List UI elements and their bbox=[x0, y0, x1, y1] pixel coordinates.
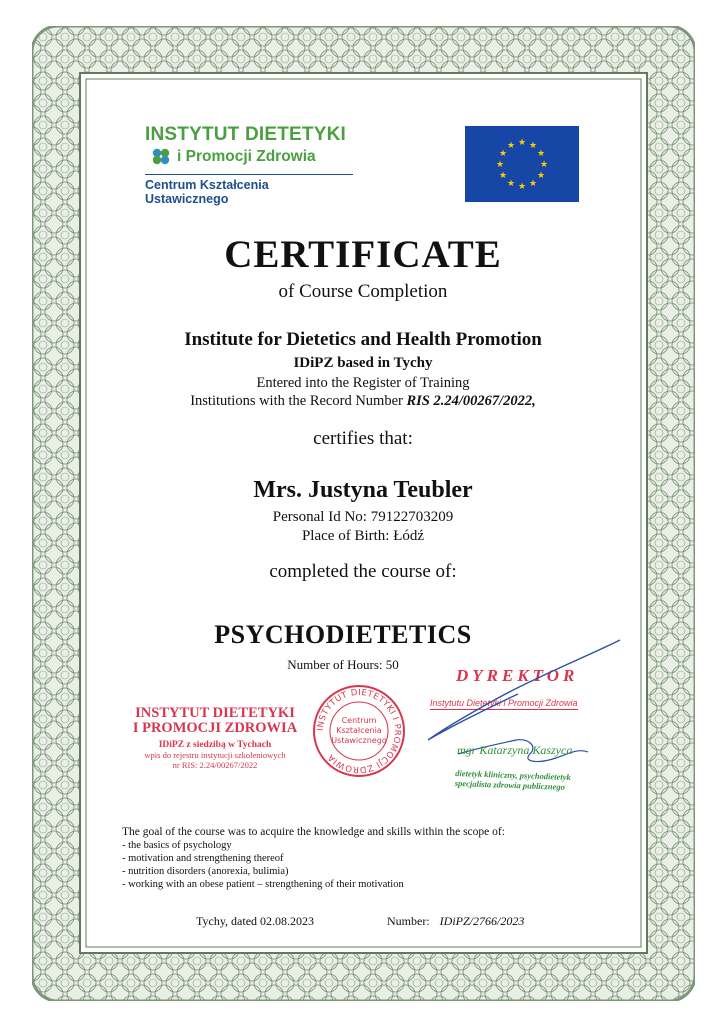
stamp-line-4: wpis do rejestru instytucji szkoleniowych bbox=[144, 750, 286, 760]
stamp-line-5: nr RIS: 2.24/00267/2022 bbox=[172, 760, 258, 770]
director-institute: Instytutu Dietetyki i Promocji Zdrowia bbox=[430, 698, 578, 708]
list-item: - motivation and strengthening thereof bbox=[122, 852, 602, 865]
eu-flag bbox=[465, 126, 579, 202]
logo-line-1: INSTYTUT DIETETYKI bbox=[145, 124, 346, 145]
certifies-text: certifies that: bbox=[313, 428, 413, 449]
round-seal bbox=[311, 683, 407, 779]
clover-icon bbox=[151, 148, 171, 166]
institution-register bbox=[90, 374, 636, 410]
course-hours: Number of Hours: 50 bbox=[287, 657, 399, 672]
institute-stamp bbox=[124, 706, 306, 770]
logo-line-2-text: i Promocji Zdrowia bbox=[177, 148, 316, 165]
completed-text: completed the course of: bbox=[269, 561, 457, 582]
director-name: mgr Katarzyna Kaszyca bbox=[457, 743, 573, 757]
signature-scribble bbox=[418, 636, 628, 786]
stamp-line-3: IDiPZ z siedzibą w Tychach bbox=[158, 740, 272, 750]
svg-text:★: ★ bbox=[498, 149, 508, 159]
institute-logo bbox=[145, 124, 375, 206]
director-title: DYREKTOR bbox=[456, 666, 579, 685]
stamp-line-1: INSTYTUT DIETETYKI bbox=[135, 705, 295, 721]
director-role-2: specjalista zdrowia publicznego bbox=[454, 777, 566, 792]
recipient-details bbox=[90, 508, 636, 546]
institution-name: Institute for Dietetics and Health Promotion bbox=[184, 329, 542, 350]
number-label: Number: bbox=[387, 914, 430, 928]
register-line-1: Entered into the Register of Training bbox=[256, 375, 470, 391]
svg-text:★: ★ bbox=[536, 171, 546, 181]
seal-ring-text: INSTYTUT DIETETYKI I PROMOCJI ZDROWIA bbox=[315, 687, 403, 775]
svg-text:★: ★ bbox=[498, 171, 508, 181]
number-value: IDiPZ/2766/2023 bbox=[439, 914, 525, 928]
birth-place: Place of Birth: Łódź bbox=[301, 528, 425, 544]
certificate-title: CERTIFICATE bbox=[224, 233, 502, 276]
certificate-subtitle: of Course Completion bbox=[278, 281, 448, 302]
list-item: - the basics of psychology bbox=[122, 839, 602, 852]
list-item: - nutrition disorders (anorexia, bulimia) bbox=[122, 865, 602, 878]
personal-id: Personal Id No: 79122703209 bbox=[272, 509, 454, 525]
logo-line-2 bbox=[145, 148, 375, 166]
svg-text:★: ★ bbox=[506, 179, 516, 189]
svg-text:★: ★ bbox=[495, 160, 505, 170]
course-goal bbox=[122, 826, 602, 891]
logo-line-3: Centrum Kształcenia Ustawicznego bbox=[145, 174, 353, 206]
certificate-number bbox=[387, 914, 524, 929]
seal-center-2: Kształcenia bbox=[336, 726, 382, 735]
svg-text:★: ★ bbox=[539, 160, 549, 170]
recipient-name: Mrs. Justyna Teubler bbox=[253, 477, 473, 503]
svg-text:★: ★ bbox=[517, 182, 527, 192]
institution-based: IDiPZ based in Tychy bbox=[293, 355, 433, 371]
svg-text:★: ★ bbox=[528, 179, 538, 189]
svg-text:★: ★ bbox=[517, 138, 527, 148]
director-role-1: dietetyk kliniczny, psychodietetyk bbox=[455, 767, 571, 783]
goal-intro: The goal of the course was to acquire the knowledge and skills within the scope of: bbox=[122, 826, 505, 838]
svg-text:★: ★ bbox=[506, 141, 516, 151]
director-role bbox=[455, 768, 571, 792]
svg-text:★: ★ bbox=[528, 141, 538, 151]
place-date: Tychy, dated 02.08.2023 bbox=[196, 914, 315, 928]
goal-list bbox=[122, 839, 602, 891]
list-item: - working with an obese patient – strengthening of their motivation bbox=[122, 878, 602, 891]
register-line-2 bbox=[90, 392, 636, 410]
course-name: PSYCHODIETETICS bbox=[214, 620, 472, 649]
seal-center-1: Centrum bbox=[341, 716, 377, 725]
seal-center-3: Ustawicznego bbox=[331, 736, 387, 745]
stamp-line-2: I PROMOCJI ZDROWIA bbox=[132, 720, 298, 736]
register-line-2-text: Institutions with the Record Number bbox=[190, 393, 403, 409]
eu-stars-icon bbox=[465, 126, 579, 202]
record-number: RIS 2.24/00267/2022, bbox=[406, 393, 536, 409]
svg-text:★: ★ bbox=[536, 149, 546, 159]
